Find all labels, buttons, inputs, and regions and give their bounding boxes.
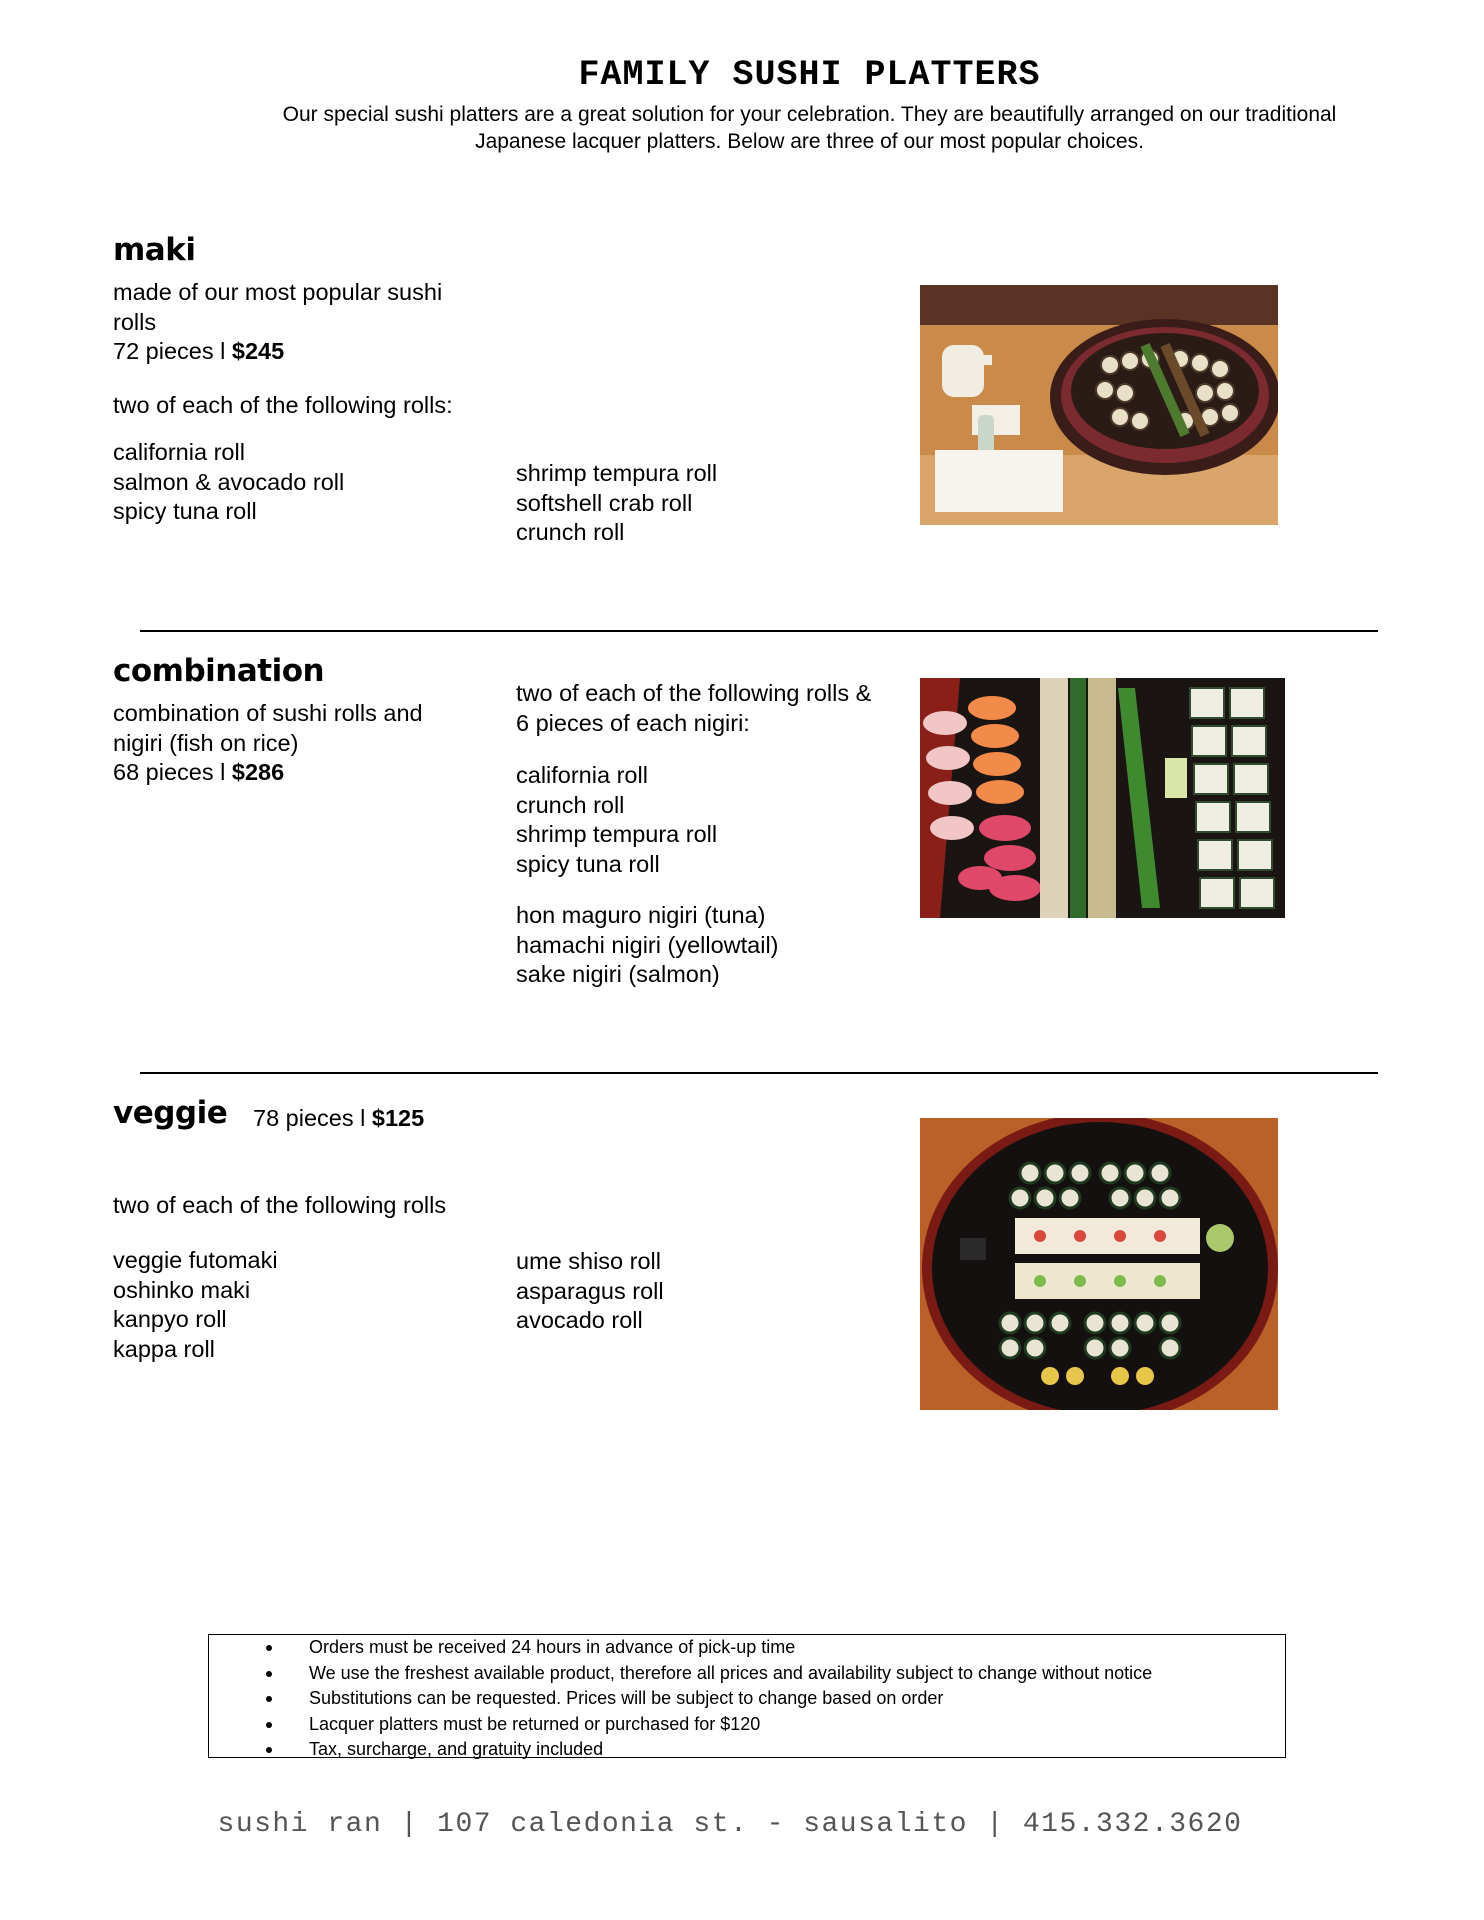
page-title: FAMILY SUSHI PLATTERS bbox=[578, 55, 1041, 95]
footer-contact: sushi ran | 107 caledonia st. - sausalito | 415.332.3620 bbox=[217, 1809, 1243, 1840]
combination-subhead-line: 6 pieces of each nigiri: bbox=[516, 709, 750, 736]
notes-box bbox=[208, 1634, 1286, 1758]
maki-description bbox=[113, 278, 513, 367]
list-item: ume shiso roll bbox=[516, 1248, 661, 1274]
combination-subhead bbox=[516, 679, 871, 738]
veggie-pieces: 78 pieces l bbox=[253, 1105, 372, 1131]
maki-subhead: two of each of the following rolls: bbox=[113, 392, 453, 418]
veggie-rolls-right bbox=[516, 1247, 664, 1336]
list-item: avocado roll bbox=[516, 1307, 643, 1333]
list-item: shrimp tempura roll bbox=[516, 460, 718, 486]
intro-text: Our special sushi platters are a great solution for your celebration. They are beautifully arranged on our traditional Japanese lacquer platters. Below are three of our most popular choices. bbox=[282, 103, 1337, 153]
combination-price-line bbox=[113, 758, 513, 788]
list-item: Substitutions can be requested. Prices will be subject to change based on order bbox=[209, 1686, 1285, 1712]
maki-description-line: rolls bbox=[113, 308, 157, 335]
list-item: Lacquer platters must be returned or purchased for $120 bbox=[209, 1712, 1285, 1738]
list-item: We use the freshest available product, therefore all prices and availability subject to change without notice bbox=[209, 1661, 1285, 1687]
combination-price: $286 bbox=[231, 759, 285, 785]
list-item: california roll bbox=[516, 762, 648, 788]
list-item: asparagus roll bbox=[516, 1277, 664, 1304]
maki-rolls-left bbox=[113, 438, 344, 527]
veggie-platter-photo bbox=[920, 1118, 1278, 1410]
combination-pieces: 68 pieces l bbox=[113, 759, 232, 785]
list-item: salmon & avocado roll bbox=[113, 468, 345, 495]
veggie-subhead: two of each of the following rolls bbox=[113, 1192, 447, 1218]
combination-description-line: nigiri (fish on rice) bbox=[113, 729, 299, 756]
combination-description bbox=[113, 699, 513, 788]
combination-nigiri bbox=[516, 901, 779, 990]
maki-rolls-right bbox=[516, 459, 717, 548]
list-item: sake nigiri (salmon) bbox=[516, 961, 720, 987]
section-divider bbox=[140, 630, 1378, 632]
list-item: Orders must be received 24 hours in advance of pick-up time bbox=[209, 1635, 1285, 1661]
list-item: spicy tuna roll bbox=[113, 498, 257, 524]
veggie-price: $125 bbox=[371, 1105, 425, 1131]
list-item: softshell crab roll bbox=[516, 489, 693, 516]
list-item: hamachi nigiri (yellowtail) bbox=[516, 931, 779, 958]
list-item: kappa roll bbox=[113, 1335, 215, 1362]
combination-description-line: combination of sushi rolls and bbox=[113, 700, 423, 726]
combination-rolls bbox=[516, 761, 717, 879]
maki-price: $245 bbox=[231, 338, 285, 364]
list-item: spicy tuna roll bbox=[516, 850, 660, 877]
combination-subhead-line: two of each of the following rolls & bbox=[516, 680, 872, 706]
maki-title: maki bbox=[113, 232, 196, 268]
list-item: crunch roll bbox=[516, 791, 625, 818]
list-item: hon maguro nigiri (tuna) bbox=[516, 902, 766, 928]
veggie-title: veggie bbox=[113, 1095, 228, 1131]
maki-pieces: 72 pieces l bbox=[113, 338, 232, 364]
maki-description-line: made of our most popular sushi bbox=[113, 279, 443, 305]
list-item: oshinko maki bbox=[113, 1276, 251, 1303]
list-item: Tax, surcharge, and gratuity included bbox=[209, 1737, 1285, 1763]
veggie-rolls-left bbox=[113, 1246, 278, 1364]
list-item: kanpyo roll bbox=[113, 1306, 227, 1332]
list-item: veggie futomaki bbox=[113, 1247, 278, 1273]
notes-list bbox=[209, 1635, 1285, 1763]
list-item: california roll bbox=[113, 439, 245, 465]
section-divider bbox=[140, 1072, 1378, 1074]
list-item: crunch roll bbox=[516, 519, 625, 545]
maki-price-line bbox=[113, 337, 513, 367]
maki-platter-photo bbox=[920, 285, 1278, 525]
combination-title: combination bbox=[113, 653, 325, 689]
veggie-price-line bbox=[253, 1104, 424, 1134]
list-item: shrimp tempura roll bbox=[516, 821, 718, 847]
combination-platter-photo bbox=[920, 678, 1285, 918]
